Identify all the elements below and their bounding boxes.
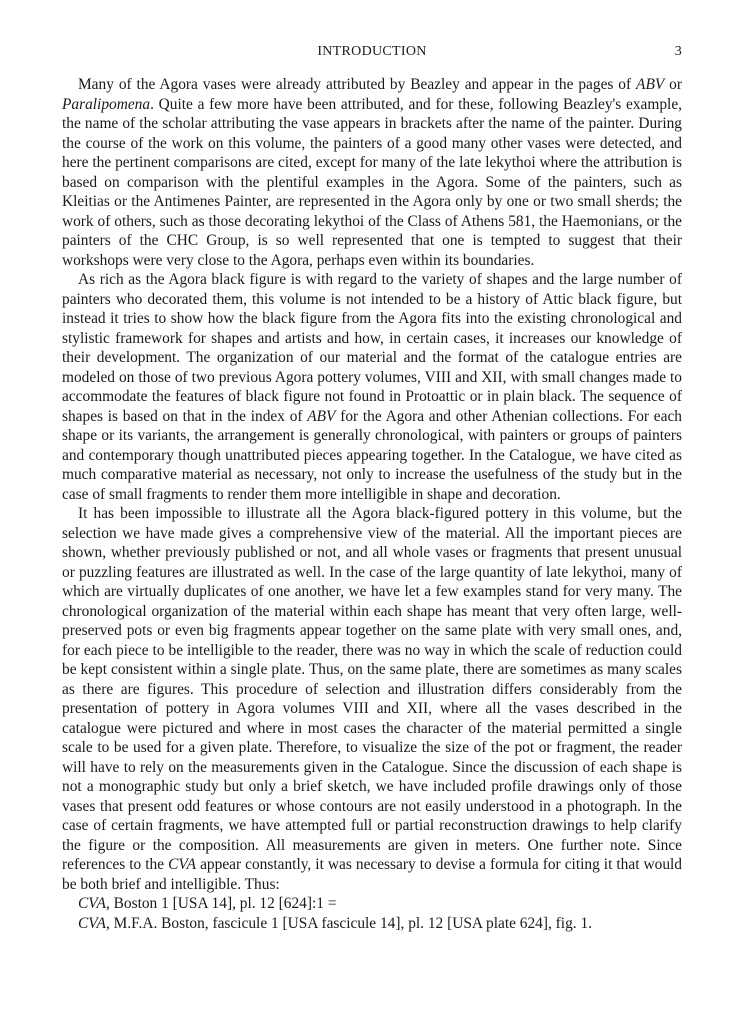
text-run: It has been impossible to illustrate all the Agora black-figured pottery in this volume, but the selection we have made gives a comprehensive view of the material. All the important pieces are shown, whether previously published or not, and all whole vases or fragments that present unusual or puzzling features are illustrated as well. In the case of the large quantity of late lekythoi, many of which are virtually duplicates of one another, we have let a few examples stand for very many. The chronological organization of the material within each shape has meant that very often large, well-preserved pots or even big fragments appear together on the same plate with very small ones, and, for each piece to be intelligible to the reader, there was no way in which the scale of reduction could be kept consistent within a single plate. Thus, on the same plate, there are sometimes as many scales as there are figures. This procedure of selection and illustration differs considerably from the presentation of pottery in Agora volumes VIII and XII, where all the vases described in the catalogue were pictured and where in most cases the character of the material permitted a single scale to be used for a given plate. Therefore, to visualize the size of the pot or fragment, the reader will have to rely on the measurements given in the Catalogue. Since the discussion of each shape is not a monographic study but only a brief sketch, we have included profile drawings only of those vases that present odd features or whose contours are not easily understood in a photograph. In the case of certain fragments, we have attempted full or partial reconstruction drawings to help clarify the figure or the composition. All measurements are given in meters. One further note. Since references to the <box>62 505 682 873</box>
italic-cva: CVA <box>168 856 197 873</box>
text-run: for the Agora and other Athenian collections. For each shape or its variants, the arrangement is generally chronological, with painters or groups of painters and contemporary though unattributed pieces appearing together. In the Catalogue, we have cited as much comparative material as necessary, not only to increase the usefulness of the study but in the case of small fragments to render them more intelligible in shape and decoration. <box>62 407 682 503</box>
page-number: 3 <box>674 44 682 59</box>
italic-abv: ABV <box>636 76 665 93</box>
paragraph-organization <box>62 270 682 504</box>
italic-abv: ABV <box>307 407 336 425</box>
citation-short-form <box>62 894 682 914</box>
running-title: INTRODUCTION <box>317 44 427 59</box>
italic-paralipomena: Paralipomena <box>62 95 151 113</box>
running-header <box>62 44 682 64</box>
text-run: As rich as the Agora black figure is with regard to the variety of shapes and the large number of painters who decorated them, this volume is not intended to be a history of Attic black figure, but instead it tries to show how the black figure from the Agora fits into the existing chronological and stylistic framework for shapes and artists and how, in certain cases, it increases our knowledge of their development. The organization of our material and the format of the catalogue entries are modeled on those of two previous Agora pottery volumes, VIII and XII, with small changes made to accommodate the features of black figure not found in Protoattic or in plain black. The sequence of shapes is based on that in the index of <box>62 271 682 425</box>
text-run: appear constantly, it was necessary to devise a formula for citing it that would be both brief and intelligible. Thus: <box>62 856 682 893</box>
italic-cva: CVA <box>78 914 106 932</box>
text-run: Many of the Agora vases were already attributed by Beazley and appear in the pages of <box>78 76 637 93</box>
text-run: , M.F.A. Boston, fascicule 1 [USA fascicule 14], pl. 12 [USA plate 624], fig. 1. <box>105 914 593 932</box>
text-run: . Quite a few more have been attributed, and for these, following Beazley's example, the name of the scholar attributing the vase appears in brackets after the name of the painter. During the course of the work on this volume, the painters of a good many other vases were detected, and here the pertinent comparisons are cited, except for many of the late lekythoi where the attribution is based on comparison with the plentiful examples in the Agora. Some of the painters, such as Kleitias or the Antimenes Painter, are represented in the Agora only by one or two small sherds; the work of others, such as those decorating lekythoi of the Class of Athens 581, the Haemonians, or the painters of the CHC Group, is so well represented that one is tempted to suggest that their workshops were very close to the Agora, perhaps even within its boundaries. <box>62 95 682 269</box>
paragraph-attributions <box>62 75 682 270</box>
italic-cva: CVA <box>78 895 106 912</box>
paragraph-illustration <box>62 504 682 894</box>
text-run: or <box>664 76 682 93</box>
text-run: , Boston 1 [USA 14], pl. 12 [624]:1 = <box>105 895 337 912</box>
body-text <box>62 75 682 933</box>
citation-long-form <box>62 914 682 934</box>
